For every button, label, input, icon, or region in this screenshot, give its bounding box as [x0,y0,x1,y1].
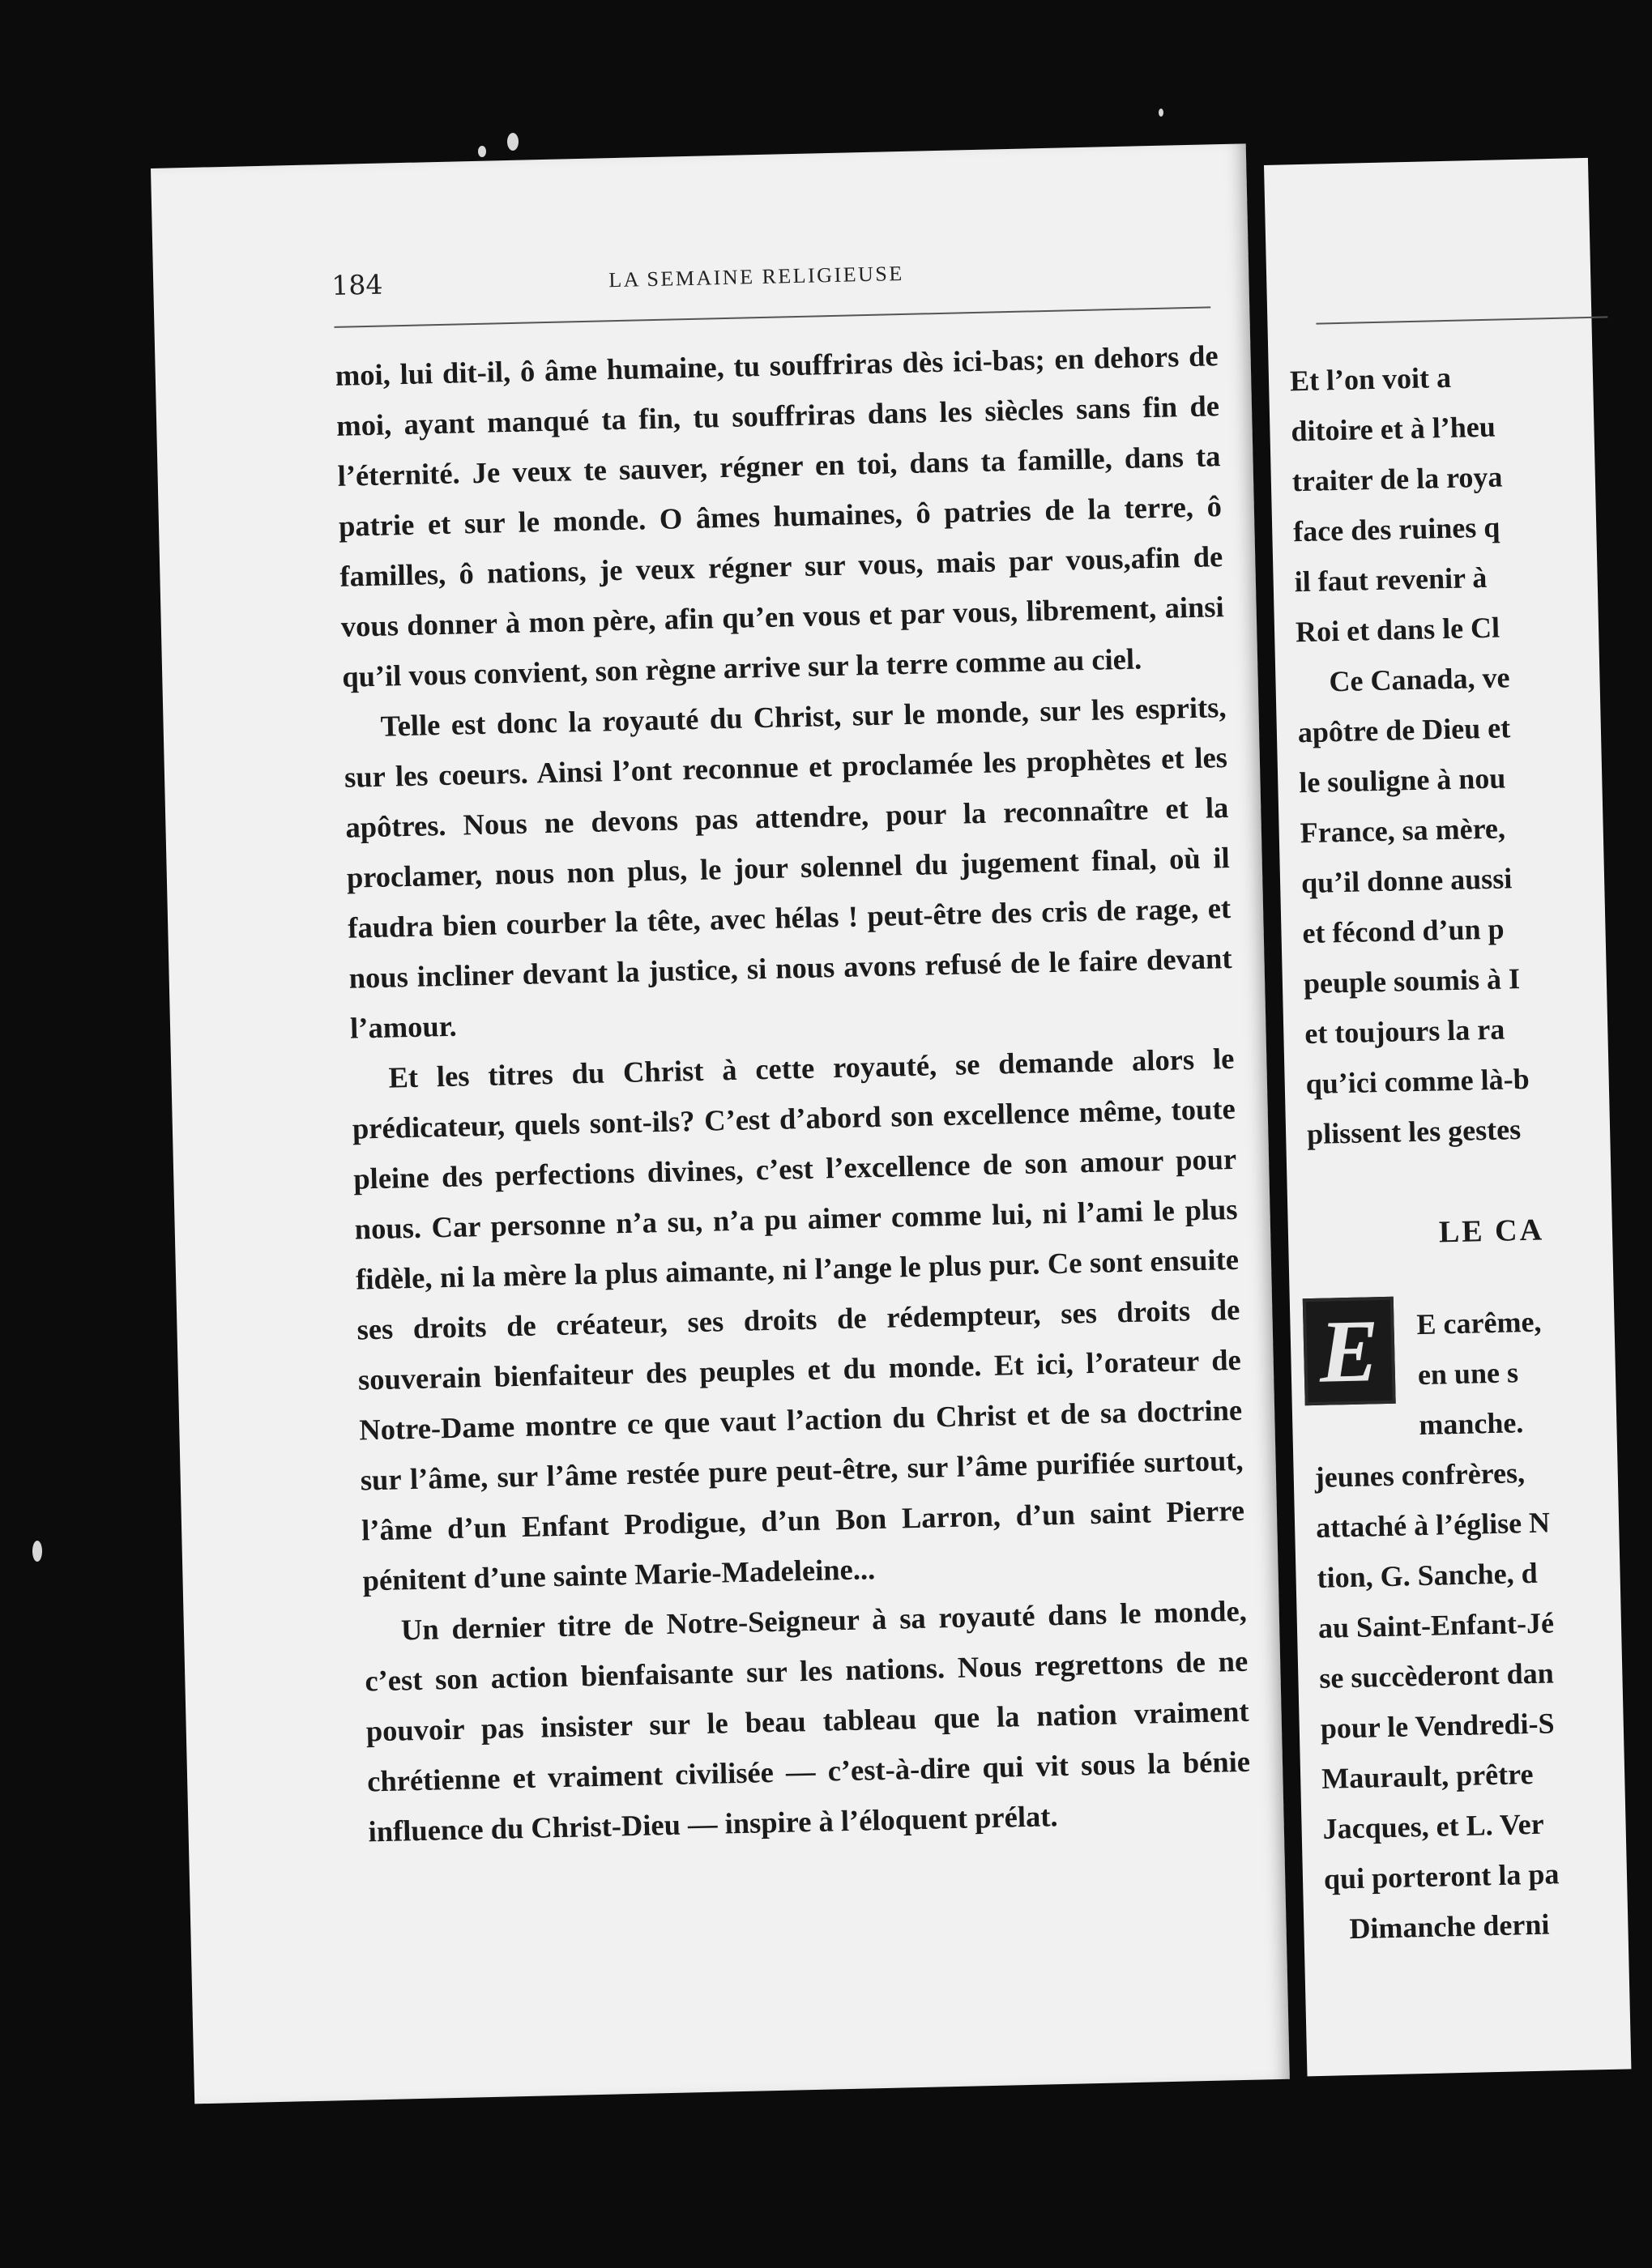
paragraph: Un dernier titre de Notre-Seigneur à sa royauté dans le monde, c’est son action bienfaisante sur les nations. Nous regrettons de ne pouvoir pas insister sur le beau tableau que la nation vraiment chrétienne et vraiment civilisée — c’est-à-dire qui vit sous la bénie influence du Christ-Dieu — inspire à l’éloquent prélat. [364,1593,1251,1848]
header-rule [334,306,1210,328]
right-page [1264,158,1631,2076]
text-line: qu’ici comme là-b [1305,1062,1530,1101]
text-line: et toujours la ra [1304,1013,1505,1051]
text-line: en une s [1417,1356,1519,1392]
text-line: ditoire et à l’heu [1291,410,1496,448]
text-line: face des ruines q [1292,510,1500,548]
text-line: Dimanche derni [1348,1908,1550,1946]
text-line: jeunes confrères, [1314,1456,1526,1494]
right-column-text [1289,348,1631,1159]
text-line: peuple soumis à I [1303,962,1521,1000]
scan-speck [32,1541,42,1562]
paragraph: Et les titres du Christ à cette royauté, se demande alors le prédicateur, quels sont-ils? C’est d’abord son excellence même, toute pleine des perfections divines, c’est l’excellence de son amour pour nous. Car personne n’a su, n’a pu aimer comme lui, ni l’ami le plus fidèle, ni la mère la plus aimante, ni l’ange le plus pur. Ce sont ensuite ses droits de créateur, ses droits de rédempteur, ses droits de souverain bienfaiteur des peuples et du monde. Et ici, l’orateur de Notre-Dame montre ce que vaut l’action du Christ et de sa doctrine sur l’âme, sur l’âme restée pure peut-être, sur l’âme purifiée surtout, l’âme d’un Enfant Prodigue, d’un Bon Larron, d’un saint Pierre pénitent d’une sainte Marie-Madeleine... [352,1041,1245,1597]
page-number: 184 [331,268,383,301]
running-head: LA SEMAINE RELIGIEUSE [608,261,904,292]
text-line: Et l’on voit a [1289,360,1452,398]
text-line: se succèderont dan [1318,1656,1555,1695]
text-line: E carême, [1416,1305,1542,1341]
text-line: tion, G. Sanche, d [1317,1556,1539,1594]
text-line: il faut revenir à [1294,561,1488,599]
scan-speck [1159,109,1163,117]
text-line: apôtre de Dieu et [1297,711,1511,749]
text-line: pour le Vendredi-S [1320,1707,1555,1745]
page-header [333,250,1193,310]
text-line: traiter de la roya [1291,460,1503,498]
dropcap-ornament: E [1303,1297,1396,1406]
text-line: manche. [1418,1406,1524,1442]
paragraph: moi, lui dit-il, ô âme humaine, tu souffriras dès ici-bas; en dehors de moi, ayant manqué ta fin, tu souffriras dans les siècles sans fin de l’éternité. Je veux te sauver, régner en toi, dans ta famille, dans ta patrie et sur le monde. O âmes humaines, ô patries de la terre, ô familles, ô nations, je veux régner sur vous, mais par vous,afin de vous donner à mon père, afin qu’en vous et par vous, librement, ainsi qu’il vous convient, son règne arrive sur la terre comme au ciel. [335,339,1225,693]
article-body [335,330,1252,1857]
text-line: Ce Canada, ve [1329,661,1510,698]
left-page [151,143,1290,2104]
text-line: Jacques, et L. Ver [1322,1807,1544,1845]
text-line: Maurault, prêtre [1321,1757,1534,1795]
text-line: attaché à l’église N [1315,1506,1551,1544]
scan-speck [507,133,519,151]
section-text [1311,1294,1650,1955]
text-line: Roi et dans le Cl [1295,611,1500,649]
text-line: qui porteront la pa [1323,1857,1560,1895]
text-line: et fécond d’un p [1302,912,1505,950]
text-line: France, sa mère, [1300,812,1506,850]
scan-speck [478,146,486,157]
paragraph: Telle est donc la royauté du Christ, sur le monde, sur les esprits, sur les coeurs. Ainsi l’ont reconnue et proclamée les prophètes et les apôtres. Nous ne devons pas attendre, pour la reconnaître et la proclamer, nous non plus, le jour solennel du jugement final, où il faudra bien courber la tête, avec hélas ! peut-être des cris de rage, et nous incliner devant la justice, si nous avons refusé de le faire devant l’amour. [344,690,1232,1045]
text-line: au Saint-Enfant-Jé [1317,1606,1555,1644]
text-line: plissent les gestes [1306,1113,1522,1151]
section-heading: LE CA [1438,1213,1545,1250]
text-line: qu’il donne aussi [1300,862,1513,900]
header-rule [1316,316,1607,324]
text-line: le souligne à nou [1298,761,1506,799]
